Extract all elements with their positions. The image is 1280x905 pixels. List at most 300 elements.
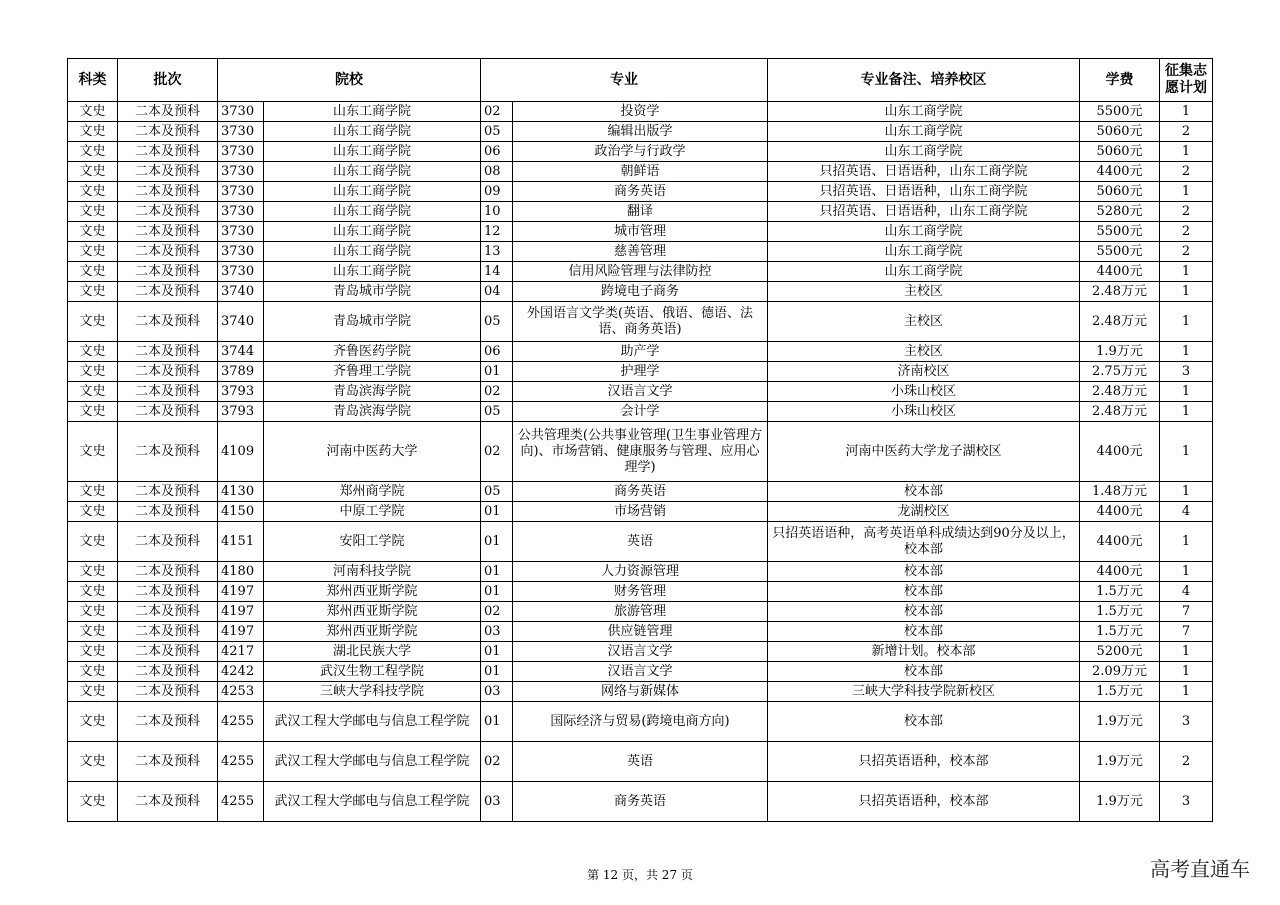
- cell-category: 文史: [68, 662, 118, 682]
- cell-school-name: 青岛城市学院: [264, 282, 481, 302]
- cell-plan: 3: [1160, 702, 1213, 742]
- cell-batch: 二本及预科: [118, 562, 218, 582]
- cell-fee: 1.9万元: [1080, 702, 1160, 742]
- cell-major-name: 市场营销: [513, 502, 768, 522]
- cell-school-name: 山东工商学院: [264, 182, 481, 202]
- cell-major-code: 02: [481, 102, 513, 122]
- cell-major-name: 旅游管理: [513, 602, 768, 622]
- cell-fee: 1.5万元: [1080, 622, 1160, 642]
- cell-batch: 二本及预科: [118, 642, 218, 662]
- cell-category: 文史: [68, 562, 118, 582]
- cell-school-code: 3789: [218, 362, 264, 382]
- cell-batch: 二本及预科: [118, 262, 218, 282]
- watermark: 高考直通车: [1150, 857, 1250, 881]
- header-batch: 批次: [118, 59, 218, 102]
- table-row: [68, 102, 1213, 122]
- cell-category: 文史: [68, 402, 118, 422]
- cell-batch: 二本及预科: [118, 602, 218, 622]
- cell-plan: 4: [1160, 582, 1213, 602]
- cell-major-code: 02: [481, 382, 513, 402]
- cell-remark: 山东工商学院: [768, 222, 1080, 242]
- cell-school-code: 3730: [218, 202, 264, 222]
- cell-school-code: 3730: [218, 142, 264, 162]
- cell-school-name: 山东工商学院: [264, 262, 481, 282]
- cell-plan: 1: [1160, 482, 1213, 502]
- cell-fee: 1.9万元: [1080, 782, 1160, 822]
- table-row: [68, 782, 1213, 822]
- cell-fee: 5200元: [1080, 642, 1160, 662]
- cell-major-name: 商务英语: [513, 782, 768, 822]
- cell-major-name: 商务英语: [513, 482, 768, 502]
- cell-school-code: 4255: [218, 782, 264, 822]
- cell-plan: 1: [1160, 142, 1213, 162]
- cell-fee: 5500元: [1080, 102, 1160, 122]
- cell-remark: 只招英语、日语语种，山东工商学院: [768, 182, 1080, 202]
- header-major: 专业: [481, 59, 768, 102]
- cell-major-code: 01: [481, 642, 513, 662]
- cell-major-name: 商务英语: [513, 182, 768, 202]
- cell-batch: 二本及预科: [118, 162, 218, 182]
- cell-fee: 5500元: [1080, 222, 1160, 242]
- cell-school-code: 3730: [218, 262, 264, 282]
- cell-fee: 2.48万元: [1080, 282, 1160, 302]
- cell-remark: 校本部: [768, 482, 1080, 502]
- cell-school-name: 山东工商学院: [264, 122, 481, 142]
- cell-plan: 2: [1160, 222, 1213, 242]
- table-row: [68, 222, 1213, 242]
- cell-category: 文史: [68, 702, 118, 742]
- cell-school-code: 3793: [218, 402, 264, 422]
- cell-school-code: 3730: [218, 162, 264, 182]
- cell-fee: 1.5万元: [1080, 682, 1160, 702]
- cell-category: 文史: [68, 622, 118, 642]
- header-row: [68, 59, 1213, 102]
- cell-batch: 二本及预科: [118, 242, 218, 262]
- cell-major-name: 汉语言文学: [513, 642, 768, 662]
- cell-batch: 二本及预科: [118, 342, 218, 362]
- cell-plan: 1: [1160, 342, 1213, 362]
- cell-category: 文史: [68, 282, 118, 302]
- cell-major-code: 03: [481, 622, 513, 642]
- table-row: [68, 482, 1213, 502]
- cell-school-name: 山东工商学院: [264, 242, 481, 262]
- cell-plan: 1: [1160, 402, 1213, 422]
- cell-major-code: 01: [481, 562, 513, 582]
- cell-school-name: 武汉工程大学邮电与信息工程学院: [264, 782, 481, 822]
- cell-batch: 二本及预科: [118, 422, 218, 482]
- cell-batch: 二本及预科: [118, 382, 218, 402]
- cell-school-name: 湖北民族大学: [264, 642, 481, 662]
- cell-plan: 1: [1160, 662, 1213, 682]
- cell-school-name: 三峡大学科技学院: [264, 682, 481, 702]
- cell-batch: 二本及预科: [118, 502, 218, 522]
- cell-fee: 2.09万元: [1080, 662, 1160, 682]
- cell-fee: 1.9万元: [1080, 342, 1160, 362]
- cell-school-name: 齐鲁医药学院: [264, 342, 481, 362]
- cell-category: 文史: [68, 642, 118, 662]
- cell-major-name: 信用风险管理与法律防控: [513, 262, 768, 282]
- cell-batch: 二本及预科: [118, 302, 218, 342]
- cell-category: 文史: [68, 162, 118, 182]
- cell-category: 文史: [68, 782, 118, 822]
- table-row: [68, 502, 1213, 522]
- cell-fee: 4400元: [1080, 422, 1160, 482]
- cell-fee: 1.9万元: [1080, 742, 1160, 782]
- cell-school-code: 3744: [218, 342, 264, 362]
- cell-plan: 3: [1160, 362, 1213, 382]
- cell-remark: 校本部: [768, 702, 1080, 742]
- header-category: 科类: [68, 59, 118, 102]
- table-row: [68, 362, 1213, 382]
- cell-major-name: 供应链管理: [513, 622, 768, 642]
- header-school: 院校: [218, 59, 481, 102]
- cell-remark: 龙湖校区: [768, 502, 1080, 522]
- cell-major-code: 01: [481, 702, 513, 742]
- cell-category: 文史: [68, 242, 118, 262]
- cell-major-name: 国际经济与贸易(跨境电商方向): [513, 702, 768, 742]
- cell-batch: 二本及预科: [118, 362, 218, 382]
- cell-school-code: 4255: [218, 742, 264, 782]
- cell-major-code: 05: [481, 302, 513, 342]
- cell-fee: 2.48万元: [1080, 302, 1160, 342]
- table-row: [68, 142, 1213, 162]
- cell-major-code: 12: [481, 222, 513, 242]
- cell-major-code: 05: [481, 122, 513, 142]
- cell-fee: 2.48万元: [1080, 382, 1160, 402]
- cell-plan: 1: [1160, 522, 1213, 562]
- cell-batch: 二本及预科: [118, 202, 218, 222]
- cell-category: 文史: [68, 302, 118, 342]
- cell-category: 文史: [68, 482, 118, 502]
- cell-plan: 2: [1160, 162, 1213, 182]
- cell-school-code: 4150: [218, 502, 264, 522]
- cell-remark: 山东工商学院: [768, 122, 1080, 142]
- cell-remark: 只招英语、日语语种，山东工商学院: [768, 202, 1080, 222]
- cell-remark: 山东工商学院: [768, 142, 1080, 162]
- table-row: [68, 282, 1213, 302]
- cell-school-code: 3740: [218, 302, 264, 342]
- cell-remark: 主校区: [768, 342, 1080, 362]
- cell-school-name: 青岛城市学院: [264, 302, 481, 342]
- cell-major-name: 政治学与行政学: [513, 142, 768, 162]
- cell-major-name: 护理学: [513, 362, 768, 382]
- cell-school-name: 山东工商学院: [264, 202, 481, 222]
- cell-batch: 二本及预科: [118, 782, 218, 822]
- cell-batch: 二本及预科: [118, 482, 218, 502]
- cell-category: 文史: [68, 362, 118, 382]
- cell-remark: 山东工商学院: [768, 242, 1080, 262]
- cell-category: 文史: [68, 742, 118, 782]
- table-row: [68, 202, 1213, 222]
- cell-remark: 只招英语语种，高考英语单科成绩达到90分及以上，校本部: [768, 522, 1080, 562]
- cell-batch: 二本及预科: [118, 122, 218, 142]
- cell-major-name: 投资学: [513, 102, 768, 122]
- cell-plan: 1: [1160, 102, 1213, 122]
- cell-plan: 1: [1160, 282, 1213, 302]
- cell-plan: 1: [1160, 382, 1213, 402]
- cell-school-code: 3730: [218, 222, 264, 242]
- cell-plan: 2: [1160, 242, 1213, 262]
- cell-fee: 4400元: [1080, 522, 1160, 562]
- cell-major-name: 公共管理类(公共事业管理(卫生事业管理方向)、市场营销、健康服务与管理、应用心理学): [513, 422, 768, 482]
- cell-school-code: 4217: [218, 642, 264, 662]
- cell-major-code: 01: [481, 662, 513, 682]
- cell-major-name: 网络与新媒体: [513, 682, 768, 702]
- cell-major-code: 06: [481, 142, 513, 162]
- cell-school-code: 4130: [218, 482, 264, 502]
- cell-fee: 2.48万元: [1080, 402, 1160, 422]
- table-row: [68, 422, 1213, 482]
- cell-school-code: 4197: [218, 602, 264, 622]
- cell-remark: 只招英语语种，校本部: [768, 782, 1080, 822]
- cell-fee: 5060元: [1080, 122, 1160, 142]
- cell-school-name: 安阳工学院: [264, 522, 481, 562]
- cell-major-name: 城市管理: [513, 222, 768, 242]
- cell-school-name: 青岛滨海学院: [264, 402, 481, 422]
- cell-remark: 山东工商学院: [768, 262, 1080, 282]
- table-row: [68, 562, 1213, 582]
- cell-plan: 7: [1160, 622, 1213, 642]
- cell-school-code: 3730: [218, 102, 264, 122]
- cell-batch: 二本及预科: [118, 142, 218, 162]
- cell-major-code: 04: [481, 282, 513, 302]
- cell-plan: 4: [1160, 502, 1213, 522]
- table-row: [68, 582, 1213, 602]
- cell-fee: 2.75万元: [1080, 362, 1160, 382]
- cell-major-name: 助产学: [513, 342, 768, 362]
- cell-plan: 1: [1160, 422, 1213, 482]
- cell-plan: 1: [1160, 182, 1213, 202]
- cell-fee: 4400元: [1080, 262, 1160, 282]
- table-row: [68, 662, 1213, 682]
- cell-major-name: 翻译: [513, 202, 768, 222]
- cell-school-name: 青岛滨海学院: [264, 382, 481, 402]
- cell-school-code: 4197: [218, 582, 264, 602]
- cell-school-name: 齐鲁理工学院: [264, 362, 481, 382]
- cell-remark: 校本部: [768, 622, 1080, 642]
- cell-remark: 河南中医药大学龙子湖校区: [768, 422, 1080, 482]
- cell-remark: 小珠山校区: [768, 402, 1080, 422]
- table-row: [68, 122, 1213, 142]
- cell-plan: 1: [1160, 262, 1213, 282]
- cell-plan: 2: [1160, 742, 1213, 782]
- cell-category: 文史: [68, 382, 118, 402]
- cell-remark: 主校区: [768, 302, 1080, 342]
- cell-school-name: 郑州西亚斯学院: [264, 622, 481, 642]
- cell-school-code: 3730: [218, 122, 264, 142]
- table-row: [68, 602, 1213, 622]
- cell-school-code: 4253: [218, 682, 264, 702]
- cell-plan: 2: [1160, 122, 1213, 142]
- cell-school-code: 4242: [218, 662, 264, 682]
- cell-batch: 二本及预科: [118, 222, 218, 242]
- cell-fee: 5500元: [1080, 242, 1160, 262]
- cell-major-name: 汉语言文学: [513, 662, 768, 682]
- cell-plan: 1: [1160, 562, 1213, 582]
- cell-batch: 二本及预科: [118, 522, 218, 562]
- cell-category: 文史: [68, 222, 118, 242]
- cell-school-code: 4180: [218, 562, 264, 582]
- table-row: [68, 682, 1213, 702]
- page-footer: 第 12 页，共 27 页: [587, 868, 693, 882]
- cell-category: 文史: [68, 582, 118, 602]
- cell-fee: 1.5万元: [1080, 582, 1160, 602]
- cell-fee: 5060元: [1080, 142, 1160, 162]
- cell-school-code: 4197: [218, 622, 264, 642]
- cell-fee: 4400元: [1080, 502, 1160, 522]
- cell-major-name: 外国语言文学类(英语、俄语、德语、法语、商务英语): [513, 302, 768, 342]
- table-row: [68, 242, 1213, 262]
- cell-category: 文史: [68, 202, 118, 222]
- cell-plan: 2: [1160, 202, 1213, 222]
- cell-school-code: 3730: [218, 242, 264, 262]
- table-row: [68, 382, 1213, 402]
- cell-major-name: 会计学: [513, 402, 768, 422]
- table-row: [68, 302, 1213, 342]
- cell-major-name: 慈善管理: [513, 242, 768, 262]
- cell-remark: 校本部: [768, 562, 1080, 582]
- cell-major-code: 09: [481, 182, 513, 202]
- cell-school-name: 河南中医药大学: [264, 422, 481, 482]
- cell-category: 文史: [68, 182, 118, 202]
- cell-major-code: 03: [481, 682, 513, 702]
- cell-school-name: 郑州商学院: [264, 482, 481, 502]
- cell-major-code: 02: [481, 742, 513, 782]
- cell-major-code: 14: [481, 262, 513, 282]
- table-row: [68, 702, 1213, 742]
- cell-school-name: 武汉工程大学邮电与信息工程学院: [264, 742, 481, 782]
- cell-remark: 新增计划。校本部: [768, 642, 1080, 662]
- cell-school-code: 3740: [218, 282, 264, 302]
- cell-batch: 二本及预科: [118, 662, 218, 682]
- cell-remark: 小珠山校区: [768, 382, 1080, 402]
- cell-major-code: 01: [481, 362, 513, 382]
- table-row: [68, 742, 1213, 782]
- cell-major-code: 10: [481, 202, 513, 222]
- cell-major-code: 03: [481, 782, 513, 822]
- table-row: [68, 162, 1213, 182]
- cell-remark: 只招英语、日语语种，山东工商学院: [768, 162, 1080, 182]
- cell-category: 文史: [68, 122, 118, 142]
- cell-fee: 5060元: [1080, 182, 1160, 202]
- cell-fee: 1.5万元: [1080, 602, 1160, 622]
- cell-major-code: 06: [481, 342, 513, 362]
- cell-remark: 济南校区: [768, 362, 1080, 382]
- cell-remark: 校本部: [768, 662, 1080, 682]
- cell-remark: 主校区: [768, 282, 1080, 302]
- cell-plan: 1: [1160, 302, 1213, 342]
- cell-fee: 5280元: [1080, 202, 1160, 222]
- cell-fee: 4400元: [1080, 562, 1160, 582]
- cell-school-name: 山东工商学院: [264, 222, 481, 242]
- cell-major-code: 13: [481, 242, 513, 262]
- cell-batch: 二本及预科: [118, 282, 218, 302]
- cell-major-code: 01: [481, 522, 513, 562]
- cell-major-name: 人力资源管理: [513, 562, 768, 582]
- cell-school-code: 3793: [218, 382, 264, 402]
- cell-school-name: 武汉工程大学邮电与信息工程学院: [264, 702, 481, 742]
- cell-school-code: 4109: [218, 422, 264, 482]
- cell-category: 文史: [68, 682, 118, 702]
- cell-remark: 只招英语语种，校本部: [768, 742, 1080, 782]
- cell-major-name: 跨境电子商务: [513, 282, 768, 302]
- cell-category: 文史: [68, 262, 118, 282]
- cell-major-code: 02: [481, 602, 513, 622]
- cell-school-name: 武汉生物工程学院: [264, 662, 481, 682]
- table-row: [68, 522, 1213, 562]
- cell-fee: 4400元: [1080, 162, 1160, 182]
- admission-table: [67, 58, 1213, 822]
- cell-school-name: 河南科技学院: [264, 562, 481, 582]
- cell-category: 文史: [68, 102, 118, 122]
- cell-major-name: 英语: [513, 742, 768, 782]
- cell-remark: 山东工商学院: [768, 102, 1080, 122]
- cell-school-name: 郑州西亚斯学院: [264, 602, 481, 622]
- table-row: [68, 622, 1213, 642]
- cell-category: 文史: [68, 502, 118, 522]
- cell-school-name: 郑州西亚斯学院: [264, 582, 481, 602]
- cell-major-code: 01: [481, 502, 513, 522]
- cell-major-name: 英语: [513, 522, 768, 562]
- table-row: [68, 402, 1213, 422]
- cell-major-code: 08: [481, 162, 513, 182]
- cell-school-name: 山东工商学院: [264, 142, 481, 162]
- cell-remark: 校本部: [768, 602, 1080, 622]
- cell-category: 文史: [68, 342, 118, 362]
- cell-school-name: 中原工学院: [264, 502, 481, 522]
- cell-school-code: 3730: [218, 182, 264, 202]
- cell-major-code: 02: [481, 422, 513, 482]
- cell-major-name: 汉语言文学: [513, 382, 768, 402]
- table-row: [68, 182, 1213, 202]
- cell-major-name: 朝鲜语: [513, 162, 768, 182]
- cell-category: 文史: [68, 142, 118, 162]
- cell-category: 文史: [68, 422, 118, 482]
- header-plan: 征集志愿计划: [1160, 59, 1213, 102]
- cell-batch: 二本及预科: [118, 102, 218, 122]
- cell-school-code: 4151: [218, 522, 264, 562]
- cell-batch: 二本及预科: [118, 182, 218, 202]
- header-remark: 专业备注、培养校区: [768, 59, 1080, 102]
- cell-batch: 二本及预科: [118, 682, 218, 702]
- cell-major-code: 01: [481, 582, 513, 602]
- cell-batch: 二本及预科: [118, 702, 218, 742]
- cell-school-name: 山东工商学院: [264, 102, 481, 122]
- cell-school-name: 山东工商学院: [264, 162, 481, 182]
- cell-major-code: 05: [481, 482, 513, 502]
- cell-batch: 二本及预科: [118, 622, 218, 642]
- cell-batch: 二本及预科: [118, 402, 218, 422]
- cell-major-name: 财务管理: [513, 582, 768, 602]
- cell-major-code: 05: [481, 402, 513, 422]
- table-row: [68, 262, 1213, 282]
- table-row: [68, 642, 1213, 662]
- cell-plan: 3: [1160, 782, 1213, 822]
- cell-category: 文史: [68, 522, 118, 562]
- cell-plan: 1: [1160, 682, 1213, 702]
- cell-category: 文史: [68, 602, 118, 622]
- cell-school-code: 4255: [218, 702, 264, 742]
- header-fee: 学费: [1080, 59, 1160, 102]
- cell-batch: 二本及预科: [118, 742, 218, 782]
- cell-batch: 二本及预科: [118, 582, 218, 602]
- table-row: [68, 342, 1213, 362]
- cell-remark: 三峡大学科技学院新校区: [768, 682, 1080, 702]
- cell-remark: 校本部: [768, 582, 1080, 602]
- table-body: [68, 102, 1213, 822]
- cell-plan: 7: [1160, 602, 1213, 622]
- cell-fee: 1.48万元: [1080, 482, 1160, 502]
